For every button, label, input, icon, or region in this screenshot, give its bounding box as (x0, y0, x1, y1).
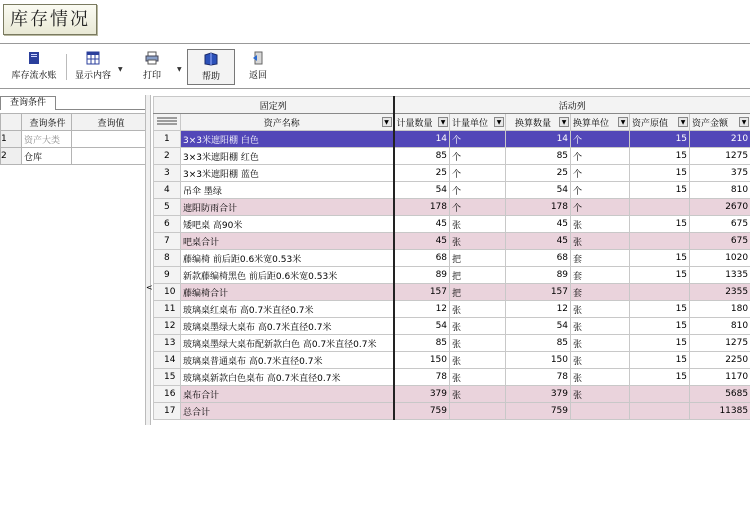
unit-cell: 张 (450, 352, 506, 369)
original-value-cell: 15 (630, 148, 690, 165)
table-row[interactable] (154, 267, 750, 284)
column-header-unit[interactable]: 计量单位 ▼ (450, 114, 506, 131)
converted-quantity-cell: 85 (506, 148, 571, 165)
quantity-cell: 45 (394, 216, 450, 233)
converted-unit-cell: 张 (571, 352, 630, 369)
converted-quantity-cell: 89 (506, 267, 571, 284)
display-content-dropdown-icon[interactable]: ▼ (118, 66, 123, 73)
converted-quantity-cell: 45 (506, 216, 571, 233)
converted-unit-cell: 个 (571, 182, 630, 199)
table-row[interactable] (154, 233, 750, 250)
converted-quantity-cell: 45 (506, 233, 571, 250)
quantity-cell: 89 (394, 267, 450, 284)
unit-cell: 把 (450, 284, 506, 301)
unit-cell: 个 (450, 199, 506, 216)
exit-door-icon (251, 51, 265, 65)
table-row[interactable] (154, 131, 750, 148)
query-conditions-table (0, 113, 149, 165)
table-row[interactable] (154, 386, 750, 403)
column-filter-icon[interactable]: ▼ (559, 117, 569, 127)
table-icon (86, 51, 100, 65)
quantity-cell: 54 (394, 182, 450, 199)
asset-amount-cell: 180 (690, 301, 750, 318)
fixed-columns-group: 固定列 (154, 97, 394, 114)
asset-amount-cell: 1170 (690, 369, 750, 386)
unit-cell: 个 (450, 165, 506, 182)
active-columns-group: 活动列 (394, 97, 750, 114)
divider (0, 43, 750, 44)
converted-quantity-cell: 78 (506, 369, 571, 386)
asset-amount-cell: 1020 (690, 250, 750, 267)
help-button[interactable]: 帮助 (187, 49, 235, 85)
quantity-cell: 54 (394, 318, 450, 335)
original-value-cell: 15 (630, 369, 690, 386)
help-book-icon (204, 52, 218, 66)
unit-cell (450, 403, 506, 420)
converted-unit-cell: 个 (571, 199, 630, 216)
row-number-cell: 10 (154, 284, 181, 301)
converted-quantity-cell: 54 (506, 318, 571, 335)
original-value-cell: 15 (630, 250, 690, 267)
table-row[interactable]: 2 仓库 (1, 148, 149, 165)
table-row[interactable] (154, 216, 750, 233)
row-number-cell: 4 (154, 182, 181, 199)
print-dropdown-icon[interactable]: ▼ (177, 66, 182, 73)
table-row[interactable] (154, 199, 750, 216)
column-group-row (154, 97, 750, 114)
asset-name-cell: 遮阳防雨合计 (181, 199, 394, 216)
list-lines-icon (154, 116, 180, 126)
row-number-cell: 5 (154, 199, 181, 216)
converted-unit-cell: 张 (571, 335, 630, 352)
asset-amount-cell: 810 (690, 182, 750, 199)
condition-cell: 资产大类 (22, 131, 72, 148)
unit-cell: 张 (450, 301, 506, 318)
column-header-quantity[interactable]: 计量数量 ▼ (394, 114, 450, 131)
row-number-cell: 16 (154, 386, 181, 403)
asset-amount-cell: 1275 (690, 148, 750, 165)
row-number-cell: 15 (154, 369, 181, 386)
row-number-cell: 13 (154, 335, 181, 352)
toolbar (0, 46, 750, 88)
row-number-cell: 9 (154, 267, 181, 284)
converted-unit-cell: 张 (571, 386, 630, 403)
table-row[interactable] (154, 148, 750, 165)
row-number-cell: 11 (154, 301, 181, 318)
return-button[interactable]: 返回 (242, 49, 274, 85)
table-row[interactable] (154, 318, 750, 335)
converted-unit-cell: 张 (571, 318, 630, 335)
display-content-button[interactable]: 显示内容 (69, 49, 117, 85)
table-header-row (1, 114, 149, 131)
converted-quantity-cell: 14 (506, 131, 571, 148)
column-header-asset-name[interactable]: 资产名称 ▼ (181, 114, 394, 131)
asset-name-cell: 吊伞 墨绿 (181, 182, 394, 199)
row-number-cell: 3 (154, 165, 181, 182)
row-number-cell: 1 (154, 131, 181, 148)
converted-unit-cell: 套 (571, 267, 630, 284)
asset-amount-cell: 5685 (690, 386, 750, 403)
asset-name-cell: 3×3米遮阳棚 蓝色 (181, 165, 394, 182)
column-header: 查询值 (72, 114, 149, 131)
page-title: 库存情况 (3, 4, 97, 35)
table-row[interactable] (154, 165, 750, 182)
tab-query-conditions[interactable]: 查询条件 (0, 96, 56, 110)
asset-name-cell: 玻璃桌普通桌布 高0.7米直径0.7米 (181, 352, 394, 369)
quantity-cell: 178 (394, 199, 450, 216)
converted-quantity-cell: 178 (506, 199, 571, 216)
asset-name-cell: 总合计 (181, 403, 394, 420)
inventory-grid (153, 96, 750, 420)
value-input[interactable] (72, 131, 149, 148)
asset-amount-cell: 810 (690, 318, 750, 335)
original-value-cell: 15 (630, 335, 690, 352)
print-button[interactable]: 打印 (135, 49, 169, 85)
column-header-converted-unit[interactable]: 换算单位 ▼ (571, 114, 630, 131)
original-value-cell: 15 (630, 165, 690, 182)
row-number-cell: 8 (154, 250, 181, 267)
asset-amount-cell: 210 (690, 131, 750, 148)
table-row[interactable] (154, 403, 750, 420)
table-row[interactable] (154, 284, 750, 301)
quantity-cell: 759 (394, 403, 450, 420)
original-value-cell: 15 (630, 267, 690, 284)
converted-quantity-cell: 54 (506, 182, 571, 199)
column-filter-icon[interactable]: ▼ (618, 117, 628, 127)
asset-amount-cell: 1275 (690, 335, 750, 352)
column-filter-icon[interactable]: ▼ (739, 117, 749, 127)
row-number-cell: 2 (154, 148, 181, 165)
original-value-cell: 15 (630, 301, 690, 318)
asset-amount-cell: 2355 (690, 284, 750, 301)
unit-cell: 个 (450, 148, 506, 165)
unit-cell: 张 (450, 318, 506, 335)
asset-name-cell: 玻璃桌墨绿大桌布 高0.7米直径0.7米 (181, 318, 394, 335)
original-value-cell: 15 (630, 131, 690, 148)
printer-icon (145, 51, 159, 65)
divider (0, 88, 750, 89)
row-number-cell: 6 (154, 216, 181, 233)
unit-cell: 张 (450, 335, 506, 352)
converted-unit-cell: 张 (571, 216, 630, 233)
converted-unit-cell: 张 (571, 233, 630, 250)
column-filter-icon[interactable]: ▼ (382, 117, 392, 127)
asset-name-cell: 吧桌合计 (181, 233, 394, 250)
asset-amount-cell: 675 (690, 233, 750, 250)
converted-unit-cell (571, 403, 630, 420)
original-value-cell (630, 233, 690, 250)
quantity-cell: 68 (394, 250, 450, 267)
panel-splitter[interactable] (145, 95, 151, 425)
quantity-cell: 379 (394, 386, 450, 403)
converted-quantity-cell: 379 (506, 386, 571, 403)
column-filter-icon[interactable]: ▼ (678, 117, 688, 127)
converted-quantity-cell: 68 (506, 250, 571, 267)
table-row[interactable]: 1 资产大类 (1, 131, 149, 148)
row-number-cell: 14 (154, 352, 181, 369)
book-icon (27, 51, 41, 65)
converted-unit-cell: 套 (571, 250, 630, 267)
table-row[interactable] (154, 250, 750, 267)
table-row[interactable] (154, 301, 750, 318)
quantity-cell: 14 (394, 131, 450, 148)
converted-quantity-cell: 150 (506, 352, 571, 369)
unit-cell: 把 (450, 267, 506, 284)
row-header-corner (154, 114, 181, 131)
original-value-cell: 15 (630, 352, 690, 369)
quantity-cell: 12 (394, 301, 450, 318)
converted-unit-cell: 个 (571, 131, 630, 148)
table-row[interactable] (154, 335, 750, 352)
table-row[interactable] (154, 352, 750, 369)
asset-name-cell: 3×3米遮阳棚 白色 (181, 131, 394, 148)
quantity-cell: 85 (394, 148, 450, 165)
table-row[interactable] (154, 369, 750, 386)
unit-cell: 个 (450, 182, 506, 199)
row-number-cell: 7 (154, 233, 181, 250)
converted-unit-cell: 个 (571, 165, 630, 182)
asset-name-cell: 玻璃桌墨绿大桌布配新款白色 高0.7米直径0.7米 (181, 335, 394, 352)
unit-cell: 张 (450, 369, 506, 386)
original-value-cell: 15 (630, 182, 690, 199)
original-value-cell (630, 199, 690, 216)
quantity-cell: 25 (394, 165, 450, 182)
quantity-cell: 45 (394, 233, 450, 250)
original-value-cell (630, 386, 690, 403)
asset-name-cell: 新款藤编椅黑色 前后距0.6米宽0.53米 (181, 267, 394, 284)
table-row[interactable] (154, 182, 750, 199)
converted-quantity-cell: 25 (506, 165, 571, 182)
asset-amount-cell: 11385 (690, 403, 750, 420)
column-header-converted-quantity[interactable]: 换算数量 ▼ (506, 114, 571, 131)
unit-cell: 张 (450, 216, 506, 233)
asset-amount-cell: 2670 (690, 199, 750, 216)
asset-name-cell: 玻璃桌红桌布 高0.7米直径0.7米 (181, 301, 394, 318)
converted-quantity-cell: 157 (506, 284, 571, 301)
original-value-cell (630, 284, 690, 301)
converted-quantity-cell: 12 (506, 301, 571, 318)
converted-unit-cell: 套 (571, 284, 630, 301)
row-number-cell: 17 (154, 403, 181, 420)
asset-name-cell: 藤编椅合计 (181, 284, 394, 301)
quantity-cell: 157 (394, 284, 450, 301)
asset-amount-cell: 2250 (690, 352, 750, 369)
original-value-cell: 15 (630, 216, 690, 233)
table-header-row (154, 114, 750, 131)
quantity-cell: 85 (394, 335, 450, 352)
unit-cell: 张 (450, 386, 506, 403)
collapse-arrow-icon[interactable]: < (146, 283, 153, 292)
original-value-cell (630, 403, 690, 420)
asset-name-cell: 玻璃桌新款白色桌布 高0.7米直径0.7米 (181, 369, 394, 386)
quantity-cell: 78 (394, 369, 450, 386)
asset-amount-cell: 375 (690, 165, 750, 182)
condition-cell: 仓库 (22, 148, 72, 165)
row-number-cell: 12 (154, 318, 181, 335)
asset-name-cell: 桌布合计 (181, 386, 394, 403)
converted-quantity-cell: 85 (506, 335, 571, 352)
column-filter-icon[interactable]: ▼ (438, 117, 448, 127)
converted-quantity-cell: 759 (506, 403, 571, 420)
converted-unit-cell: 张 (571, 369, 630, 386)
asset-name-cell: 3×3米遮阳棚 红色 (181, 148, 394, 165)
column-filter-icon[interactable]: ▼ (494, 117, 504, 127)
asset-amount-cell: 1335 (690, 267, 750, 284)
converted-unit-cell: 个 (571, 148, 630, 165)
asset-name-cell: 矮吧桌 高90米 (181, 216, 394, 233)
unit-cell: 张 (450, 233, 506, 250)
inventory-ledger-button[interactable]: 库存流水账 (6, 49, 62, 85)
asset-name-cell: 藤编椅 前后距0.6米宽0.53米 (181, 250, 394, 267)
original-value-cell: 15 (630, 318, 690, 335)
column-header-asset-amount[interactable]: 资产金额 ▼ (690, 114, 750, 131)
unit-cell: 把 (450, 250, 506, 267)
value-input[interactable] (72, 148, 149, 165)
quantity-cell: 150 (394, 352, 450, 369)
converted-unit-cell: 张 (571, 301, 630, 318)
column-header: 查询条件 (22, 114, 72, 131)
column-header-original-value[interactable]: 资产原值 ▼ (630, 114, 690, 131)
unit-cell: 个 (450, 131, 506, 148)
asset-amount-cell: 675 (690, 216, 750, 233)
